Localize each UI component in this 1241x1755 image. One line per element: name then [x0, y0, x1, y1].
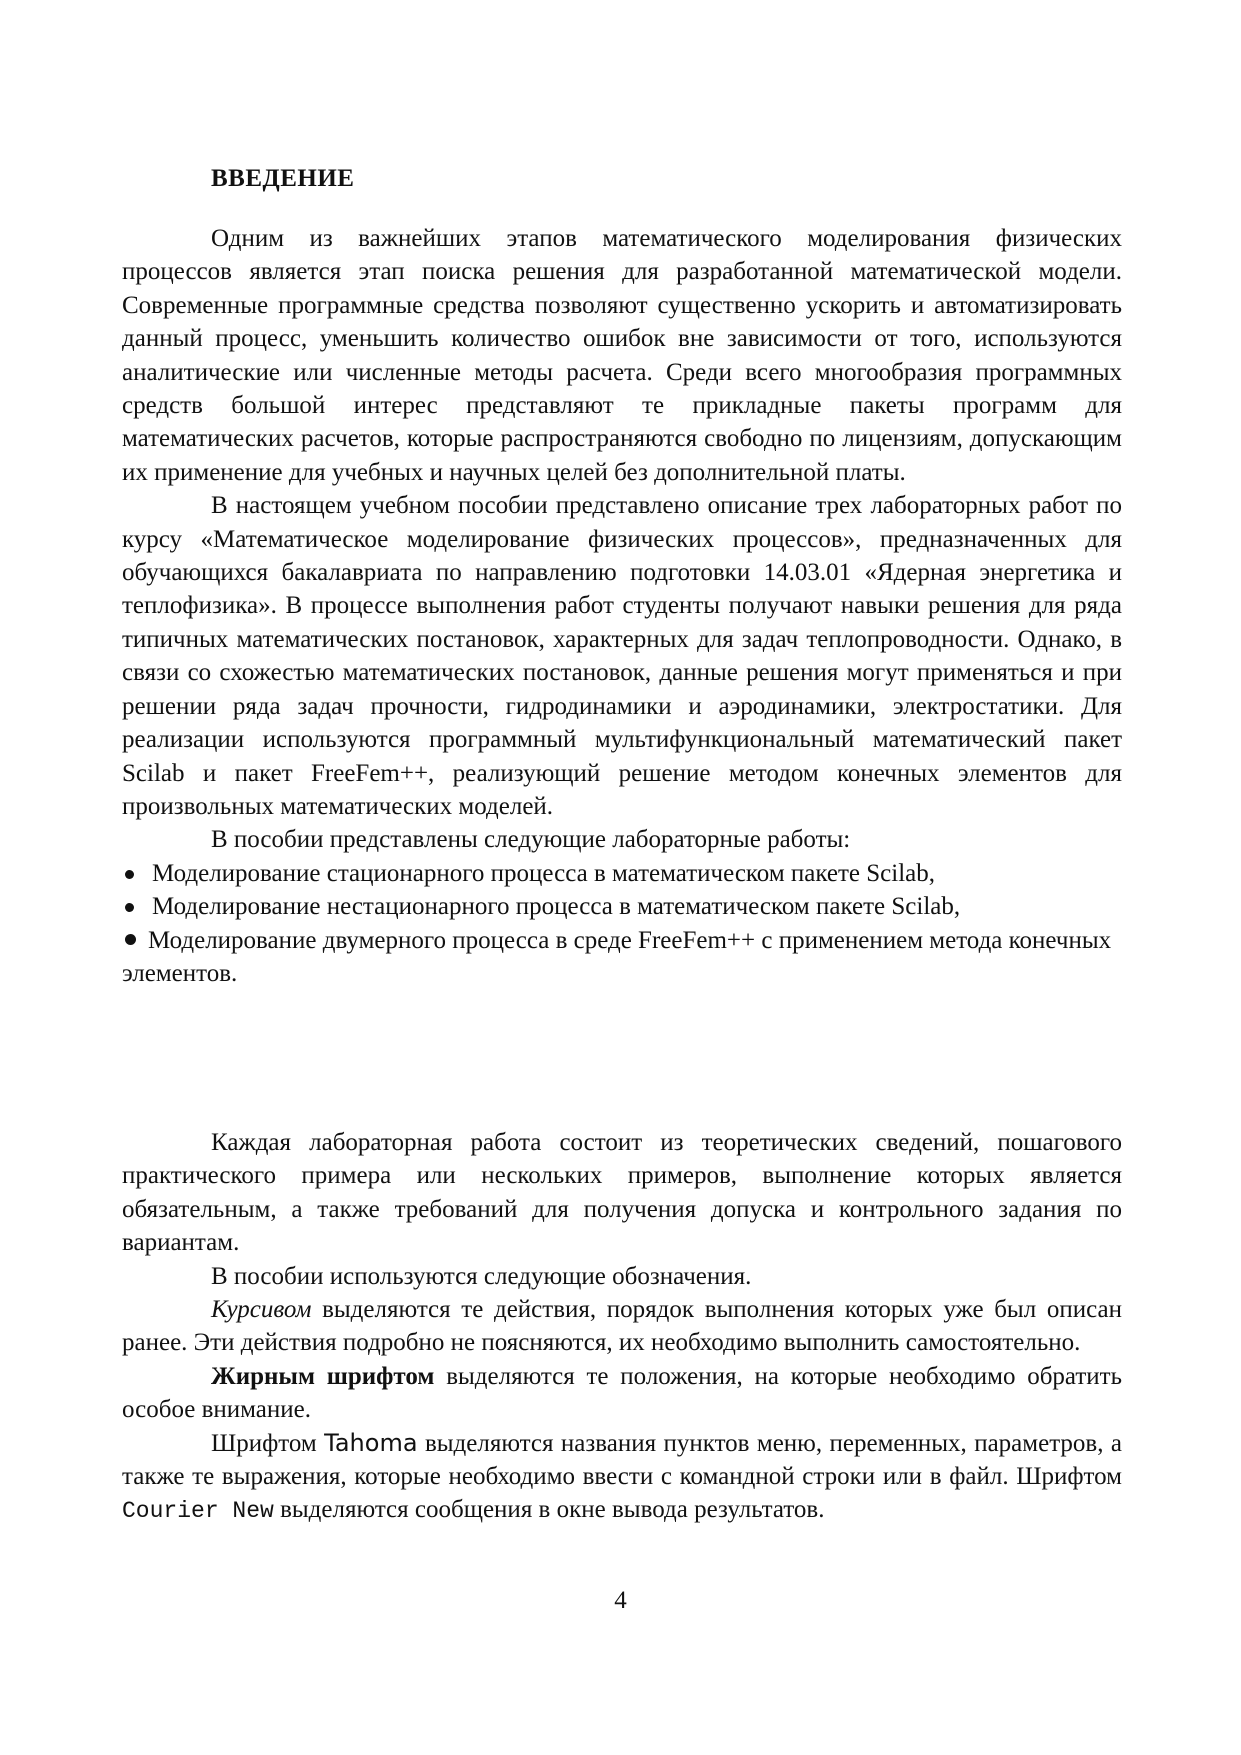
- bold-note-text: выделяются те положения, на которые необходимо обратить особое внимание.: [122, 1362, 1122, 1424]
- tahoma-sample: Tahoma: [324, 1428, 418, 1457]
- list-item: [122, 857, 1122, 890]
- paragraph-intro: Одним из важнейших этапов математического моделирования физических процессов является этап поиска решения для разработанной математической модели. Современные программные средства позволяют существенно ускорить и автоматизировать данный процесс, уменьшить количество ошибок вне зависимости от того, используются аналитические или численные методы расчета. Среди всего многообразия программных средств большой интерес представляют те прикладные пакеты программ для математических расчетов, которые распространяются свободно по лицензиям, допускающим их применение для учебных и научных целей без дополнительной платы.: [122, 225, 1122, 486]
- list-item-text: Моделирование нестационарного процесса в математическом пакете Scilab,: [152, 893, 961, 921]
- courier-sample: Courier New: [122, 1498, 274, 1525]
- bullet-icon: [125, 903, 134, 912]
- paragraph-italic-note: [122, 1293, 1122, 1360]
- list-item-text: Моделирование стационарного процесса в математическом пакете Scilab,: [152, 859, 936, 887]
- paragraph-notation-intro: В пособии используются следующие обозначения.: [211, 1262, 752, 1290]
- paragraph-course: В настоящем учебном пособии представлено описание трех лабораторных работ по курсу «Математическое моделирование физических процессов», предназначенных для обучающихся бакалавриата по направлению подготовки 14.03.01 «Ядерная энергетика и теплофизика». В процессе выполнения работ студенты получают навыки решения для ряда типичных математических постановок, характерных для задач теплопроводности. Однако, в связи со схожестью математических постановок, данные решения могут применяться и при решении ряда задач прочности, гидродинамики и аэродинамики, электростатики. Для реализации используются программный мультифункциональный математический пакет Scilab и пакет FreeFem++, реализующий решение методом конечных элементов для произвольных математических моделей.: [122, 492, 1122, 820]
- list-item: [122, 924, 1122, 991]
- italic-note-text: выделяются те действия, порядок выполнения которых уже был описан ранее. Эти действия подробно не поясняются, их необходимо выполнить самостоятельно.: [122, 1296, 1122, 1357]
- bullet-icon: [125, 870, 134, 879]
- paragraph-bold-note: [122, 1360, 1122, 1427]
- font-note-text: выделяются сообщения в окне вывода результатов.: [273, 1496, 825, 1524]
- section-heading: ВВЕДЕНИЕ: [211, 165, 355, 192]
- paragraph-list-intro: В пособии представлены следующие лабораторные работы:: [211, 826, 851, 854]
- bullet-icon: [125, 934, 136, 945]
- bold-term: Жирным шрифтом: [211, 1362, 435, 1390]
- paragraph-structure: Каждая лабораторная работа состоит из теоретических сведений, пошагового практического примера или нескольких примеров, выполнение которых является обязательным, а также требований для получения допуска и контрольного задания по вариантам.: [122, 1129, 1122, 1257]
- paragraph-font-note: [122, 1427, 1122, 1529]
- italic-term: Курсивом: [211, 1296, 312, 1324]
- font-note-text: выделяются названия пунктов меню, переменных, параметров, а также те выражения, которые необходимо ввести с командной строки или в файл. Шрифтом: [122, 1429, 1122, 1491]
- body-text-lower: [122, 1126, 1122, 1529]
- body-text-upper: [122, 222, 1122, 990]
- font-note-text: Шрифтом: [211, 1429, 325, 1457]
- list-item: [122, 890, 1122, 923]
- page-number: 4: [614, 1587, 627, 1614]
- lab-works-list: [122, 857, 1122, 991]
- list-item-text: Моделирование двумерного процесса в среде FreeFem++ с применением метода конечных элементов.: [122, 926, 1112, 987]
